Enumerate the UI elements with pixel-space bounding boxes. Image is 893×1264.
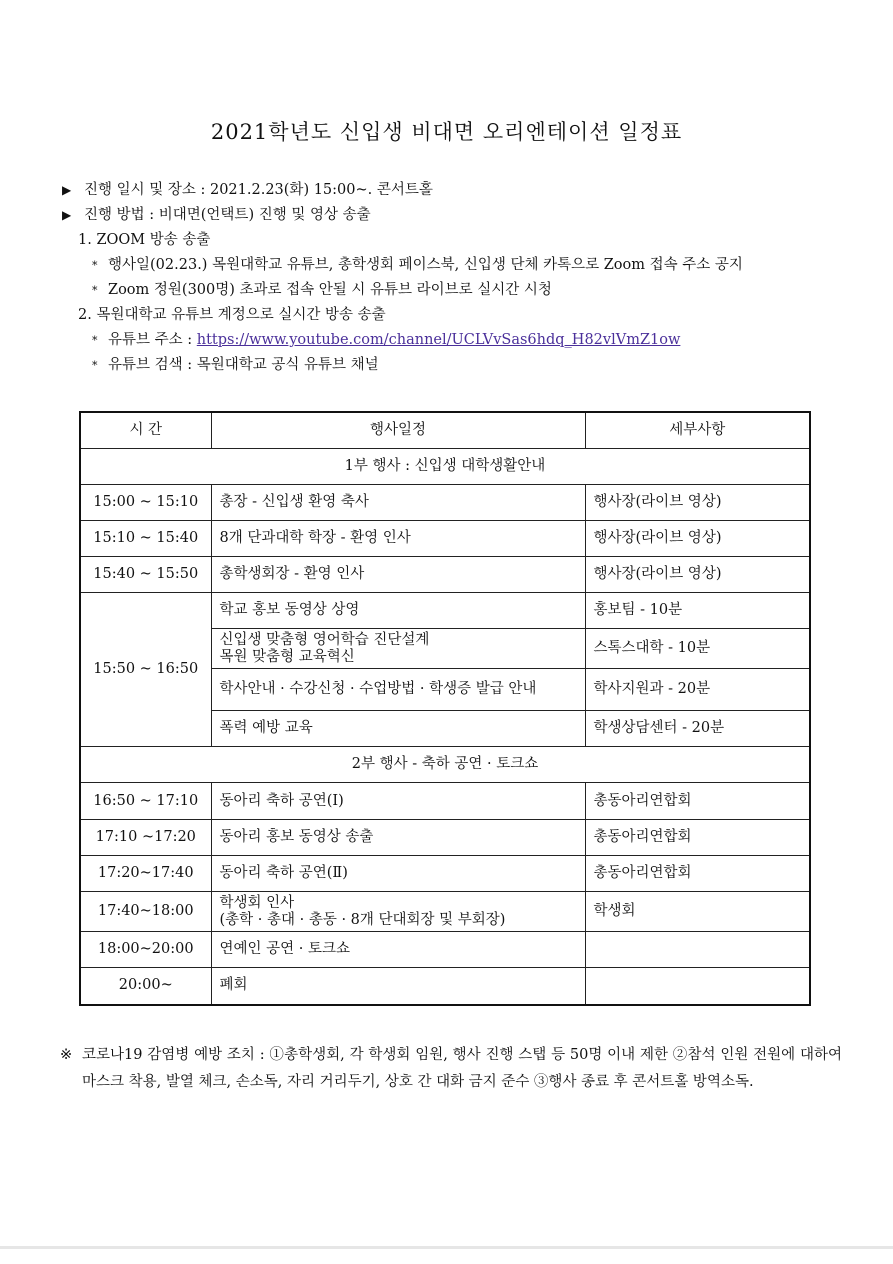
time-cell: 20:00~ <box>80 968 211 1005</box>
section-part2: 2부 행사 - 축하 공연 · 토크쇼 <box>80 747 810 783</box>
detail-cell: 행사장(라이브 영상) <box>585 557 810 593</box>
event-cell: 폐회 <box>211 968 585 1005</box>
reference-mark-icon: ※ <box>60 1047 73 1063</box>
event-cell: 학교 홍보 동영상 상영 <box>211 593 585 629</box>
time-cell: 17:10 ~17:20 <box>80 820 211 856</box>
table-row <box>80 856 810 892</box>
event-cell: 연예인 공연 · 토크쇼 <box>211 932 585 968</box>
table-header-row <box>80 412 810 449</box>
detail-cell: 홍보팀 - 10분 <box>585 593 810 629</box>
info-item1-sub2-text: Zoom 정원(300명) 초과로 접속 안될 시 유튜브 라이브로 실시간 시청 <box>108 282 552 298</box>
info-date-place-text: 진행 일시 및 장소 : 2021.2.23(화) 15:00~. 콘서트홀 <box>84 182 433 198</box>
time-cell: 17:40~18:00 <box>80 892 211 932</box>
detail-cell: 스톡스대학 - 10분 <box>585 629 810 669</box>
info-item2: 2. 목원대학교 유튜브 계정으로 실시간 방송 송출 <box>78 307 386 323</box>
section-part1: 1부 행사 : 신입생 대학생활안내 <box>80 449 810 485</box>
event-line: 학생회 인사 <box>219 894 295 911</box>
info-item1: 1. ZOOM 방송 송출 <box>78 232 211 248</box>
table-row <box>80 783 810 820</box>
detail-cell <box>585 968 810 1005</box>
time-cell: 17:20~17:40 <box>80 856 211 892</box>
detail-cell: 학사지원과 - 20분 <box>585 669 810 711</box>
header-detail: 세부사항 <box>585 412 810 449</box>
detail-cell: 총동아리연합회 <box>585 820 810 856</box>
detail-cell: 행사장(라이브 영상) <box>585 521 810 557</box>
covid-note-text: 코로나19 감염병 예방 조치 : ①총학생회, 각 학생회 임원, 행사 진행 스탭 등 50명 이내 제한 ②참석 인원 전원에 대하여 마스크 착용, 발열 체크, 손소독, 자리 거리두기, 상호 간 대화 금지 준수 ③행사 종료 후 콘서트홀 방역소독. <box>82 1047 842 1090</box>
time-cell: 16:50 ~ 17:10 <box>80 783 211 820</box>
info-date-place <box>62 178 842 203</box>
info-item1-sub1-text: 행사일(02.23.) 목원대학교 유튜브, 총학생회 페이스북, 신입생 단체 카톡으로 Zoom 접속 주소 공지 <box>108 257 743 273</box>
time-cell: 15:00 ~ 15:10 <box>80 485 211 521</box>
event-cell: 동아리 홍보 동영상 송출 <box>211 820 585 856</box>
info-item2-sub2-text: 유튜브 검색 : 목원대학교 공식 유튜브 채널 <box>108 357 379 373</box>
table-row <box>80 892 810 932</box>
time-cell: 18:00~20:00 <box>80 932 211 968</box>
table-row <box>80 968 810 1005</box>
asterisk-icon: * <box>92 359 98 372</box>
event-cell: 총학생회장 - 환영 인사 <box>211 557 585 593</box>
youtube-channel-link[interactable]: https://www.youtube.com/channel/UCLVvSas6hdq_H82vlVmZ1ow <box>196 332 681 348</box>
time-cell: 15:10 ~ 15:40 <box>80 521 211 557</box>
info-item2-sub1 <box>62 328 842 353</box>
info-item2-sub2 <box>62 353 842 378</box>
table-row <box>80 932 810 968</box>
event-cell: 동아리 축하 공연(Ⅰ) <box>211 783 585 820</box>
info-item1-sub2 <box>62 278 842 303</box>
detail-cell: 학생상담센터 - 20분 <box>585 711 810 747</box>
header-event: 행사일정 <box>211 412 585 449</box>
schedule-table <box>79 411 811 1006</box>
asterisk-icon: * <box>92 284 98 297</box>
covid-note <box>60 1042 842 1096</box>
event-cell <box>211 892 585 932</box>
section-row-part1 <box>80 449 810 485</box>
event-cell: 폭력 예방 교육 <box>211 711 585 747</box>
table-row <box>80 485 810 521</box>
detail-cell: 총동아리연합회 <box>585 856 810 892</box>
table-row <box>80 593 810 629</box>
info-section <box>62 178 842 378</box>
table-row <box>80 521 810 557</box>
table-row <box>80 820 810 856</box>
event-cell: 동아리 축하 공연(Ⅱ) <box>211 856 585 892</box>
triangle-bullet-icon: ▶ <box>62 208 72 222</box>
event-cell: 학사안내 · 수강신청 · 수업방법 · 학생증 발급 안내 <box>211 669 585 711</box>
document-title: 2021학년도 신입생 비대면 오리엔테이션 일정표 <box>210 120 683 144</box>
info-item1-sub1 <box>62 253 842 278</box>
detail-cell <box>585 932 810 968</box>
section-row-part2 <box>80 747 810 783</box>
event-cell <box>211 629 585 669</box>
event-line: (총학 · 총대 · 총동 · 8개 단대회장 및 부회장) <box>219 911 506 928</box>
header-time: 시 간 <box>80 412 211 449</box>
event-line: 신입생 맞춤형 영어학습 진단설계 <box>219 631 430 648</box>
asterisk-icon: * <box>92 259 98 272</box>
event-cell: 총장 - 신입생 환영 축사 <box>211 485 585 521</box>
time-cell-group: 15:50 ~ 16:50 <box>80 593 211 747</box>
info-method-text: 진행 방법 : 비대면(언택트) 진행 및 영상 송출 <box>84 207 371 223</box>
table-row <box>80 557 810 593</box>
detail-cell: 총동아리연합회 <box>585 783 810 820</box>
event-cell: 8개 단과대학 학장 - 환영 인사 <box>211 521 585 557</box>
asterisk-icon: * <box>92 334 98 347</box>
triangle-bullet-icon: ▶ <box>62 183 72 197</box>
youtube-url-label: 유튜브 주소 : <box>108 332 197 348</box>
info-method <box>62 203 842 228</box>
detail-cell: 행사장(라이브 영상) <box>585 485 810 521</box>
page-bottom-edge <box>0 1246 893 1249</box>
time-cell: 15:40 ~ 15:50 <box>80 557 211 593</box>
event-line: 목원 맞춤형 교육혁신 <box>219 648 355 665</box>
detail-cell: 학생회 <box>585 892 810 932</box>
